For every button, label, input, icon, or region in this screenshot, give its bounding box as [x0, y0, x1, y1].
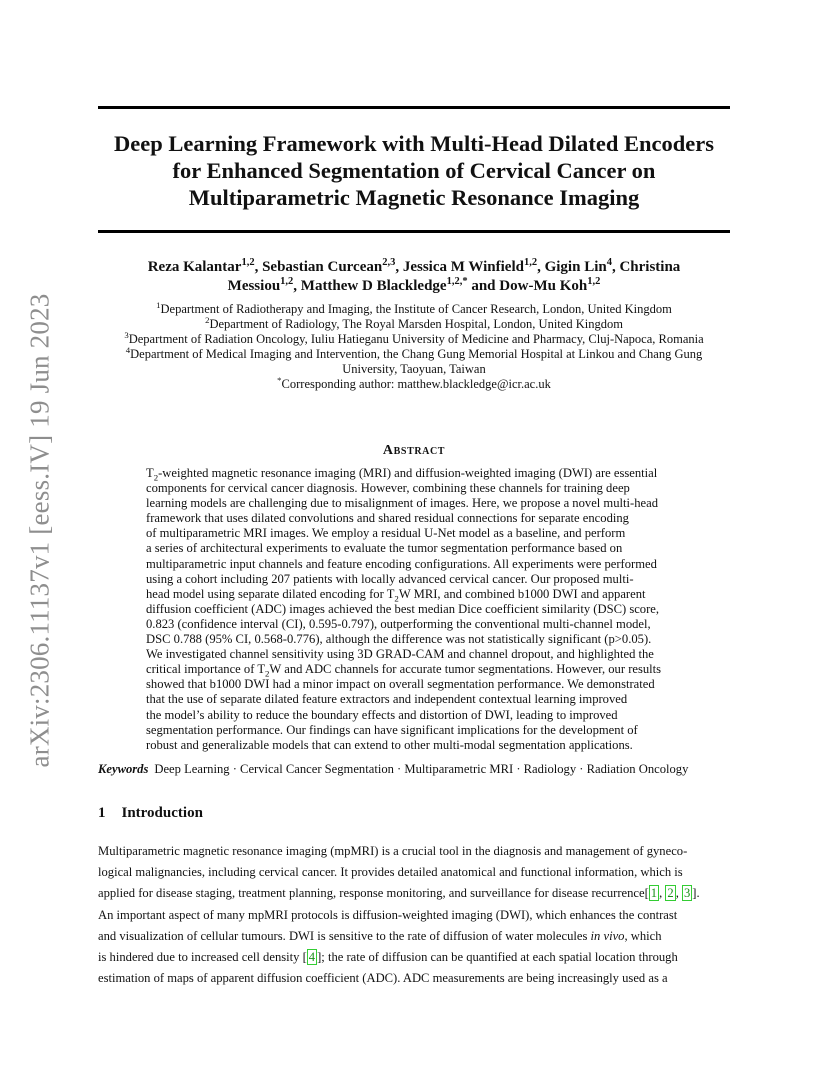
abstract-line: showed that b1000 DWI had a minor impact on overall segmentation performance. We demonstrated — [146, 677, 655, 692]
abstract-line: multiparametric input channels and feature encoding configurations. All experiments were performed — [146, 556, 657, 571]
body-text: is hindered due to increased cell density — [98, 950, 303, 965]
arxiv-side-stamp — [20, 290, 60, 770]
author-list — [98, 258, 730, 296]
author-name: Messiou — [227, 278, 281, 294]
author-line: Reza Kalantar$^{1,2}$, Sebastian Curcean$^{2,3}$, Jessica M Winfield$^{1,2}$, Gigin Lin$^4$, Christina — [147, 257, 681, 275]
title-bottom-rule — [98, 230, 730, 233]
abstract-text: W MRI, and combined b1000 DWI and apparent — [398, 586, 646, 601]
affiliation-line — [98, 329, 730, 347]
keywords — [98, 762, 738, 777]
body-text: ; the rate of diffusion can be quantified at each spatial location through — [321, 950, 678, 965]
section-heading-introduction — [98, 805, 203, 822]
author-affil-marker: 1,2 — [587, 276, 601, 287]
abstract-line: DSC 0.788 (95% CI, 0.568-0.776), although the difference was not statistically significant (p>0.05). — [146, 632, 652, 647]
author-affil-marker: 1,2 — [523, 257, 538, 268]
abstract-line: framework that uses dilated convolutions and shared residual connections for separate encoding — [146, 511, 629, 526]
affiliation-line — [98, 314, 730, 332]
abstract-line: using a cohort including 207 patients with locally advanced cervical cancer. Our proposed multi- — [146, 571, 634, 586]
italic-text: in vivo — [590, 928, 625, 943]
paper-title — [98, 130, 730, 211]
author-affil-marker: 1,2 — [280, 276, 294, 287]
author-line: Messiou$^{1,2}$, Matthew D Blackledge$^{1,2,*}$ and Dow-Mu Koh$^{1,2}$ — [227, 276, 601, 294]
affiliation-text: Department of Radiotherapy and Imaging, the Institute of Cancer Research, London, United Kingdom — [160, 302, 672, 316]
subscript: 2 — [153, 472, 159, 483]
affiliation-text: Department of Radiation Oncology, Iuliu Hatieganu University of Medicine and Pharmacy, Cluj-Napoca, Romania — [128, 332, 704, 346]
citation-link[interactable]: 3 — [683, 886, 691, 901]
author-name: Dow-Mu Koh — [499, 278, 588, 294]
body-text: applied for disease staging, treatment planning, response monitoring, and surveillance for disease recurrence — [98, 886, 645, 901]
abstract-line: components for cervical cancer diagnosis. However, combining these channels for training deep — [146, 481, 630, 496]
affil-number: 3 — [124, 329, 129, 340]
title-line: Deep Learning Framework with Multi-Head Dilated Encoders — [114, 131, 714, 156]
body-line: Multiparametric magnetic resonance imaging (mpMRI) is a crucial tool in the diagnosis and management of gyneco- — [98, 844, 688, 858]
abstract-text: T — [146, 466, 154, 480]
affil-number: 2 — [205, 314, 210, 325]
abstract-line: that the use of separate dilated feature extractors and independent contextual learning improved — [146, 692, 628, 707]
subscript: 2 — [265, 668, 270, 679]
citation-link[interactable]: 1 — [650, 886, 658, 901]
abstract-line: of multiparametric MRI images. We employ a residual U-Net model as a baseline, and perform — [146, 526, 626, 541]
affiliations — [98, 299, 730, 392]
body-line: applied for disease staging, treatment planning, response monitoring, and surveillance for disease recurrence[ 1 , 2 , 3 ]. — [98, 886, 700, 901]
abstract-line: learning models are challenging due to misalignment of images. Here, we propose a novel multi-head — [146, 496, 658, 511]
corresponding-email[interactable]: Corresponding author: matthew.blackledge@icr.ac.uk — [281, 377, 551, 391]
affiliation-text: Department of Medical Imaging and Intervention, the Chang Gung Memorial Hospital at Linkou and Chang Gung — [130, 347, 703, 361]
section-number: 1 — [98, 805, 106, 821]
abstract-line — [146, 662, 684, 677]
title-top-rule — [98, 106, 730, 109]
author-affil-marker: 1,2 — [241, 257, 255, 268]
abstract-line: diffusion coefficient (ADC) images achieved the best median Dice coefficient similarity (DSC) score, — [146, 601, 660, 616]
abstract-body — [146, 466, 684, 753]
author-name: Jessica M Winfield — [402, 259, 524, 275]
abstract-line: segmentation performance. Our findings can have significant implications for the development of — [146, 722, 638, 737]
body-line: logical malignancies, including cervical cancer. It provides detailed anatomical and functional information, which is — [98, 865, 683, 880]
abstract-text: -weighted magnetic resonance imaging (MRI) and diffusion-weighted imaging (DWI) are essential — [158, 466, 658, 480]
body-line — [98, 926, 730, 947]
affiliation-line — [98, 299, 730, 317]
affiliation-line: University, Taoyuan, Taiwan — [342, 362, 486, 376]
abstract-line: robust and generalizable models that can extend to other multi-modal segmentation applications. — [146, 737, 633, 752]
author-name: Matthew D Blackledge — [300, 278, 447, 294]
author-and: and — [471, 278, 496, 294]
corresponding-marker: * — [277, 374, 282, 385]
citation-link[interactable]: 2 — [667, 886, 674, 901]
abstract-line — [146, 466, 684, 481]
body-line: is hindered due to increased cell density [ 4 ]; the rate of diffusion can be quantified at each spatial location through — [98, 950, 678, 965]
abstract-line: We investigated channel sensitivity using 3D GRAD-CAM and channel dropout, and highlighted the — [146, 647, 654, 662]
abstract-heading: Abstract — [382, 443, 446, 458]
keywords-label: Keywords — [98, 762, 149, 776]
title-line: for Enhanced Segmentation of Cervical Cancer on — [172, 158, 656, 183]
section-title: Introduction — [121, 805, 203, 821]
author-name: Christina — [619, 259, 681, 275]
author-affil-marker: 1,2,* — [446, 276, 468, 287]
title-line: Multiparametric Magnetic Resonance Imaging — [188, 185, 640, 210]
introduction-body — [98, 841, 730, 989]
body-text: and visualization of cellular tumours. DWI is sensitive to the rate of diffusion of water molecules — [98, 928, 591, 943]
affiliation-line — [98, 344, 730, 362]
keywords-text: Deep Learning · Cervical Cancer Segmentation · Multiparametric MRI · Radiology · Radiation Oncology — [154, 762, 689, 776]
abstract-text: head model using separate dilated encoding for T — [146, 586, 395, 601]
author-affil-marker: 2,3 — [382, 257, 396, 268]
citation-link[interactable]: 4 — [308, 950, 316, 965]
abstract-text: critical importance of T — [146, 662, 266, 677]
affiliation-text: Department of Radiology, The Royal Marsden Hospital, London, United Kingdom — [209, 317, 623, 331]
author-name: Sebastian Curcean — [262, 259, 383, 275]
abstract-text: W and ADC channels for accurate tumor segmentations. However, our results — [269, 662, 662, 677]
author-name: Reza Kalantar — [147, 259, 242, 275]
abstract-line: 0.823 (confidence interval (CI), 0.595-0.797), outperforming the conventional multi-channel model, — [146, 616, 651, 631]
arxiv-identifier: arXiv:2306.11137v1 [eess.IV] 19 Jun 2023 — [24, 293, 55, 767]
abstract-line: the model’s ability to reduce the boundary effects and distortion of DWI, leading to improved — [146, 707, 618, 722]
subscript: 2 — [394, 593, 399, 604]
corresponding-author — [98, 374, 730, 392]
body-line: estimation of maps of apparent diffusion coefficient (ADC). ADC measurements are being increasingly used as a — [98, 971, 668, 986]
affil-number: 1 — [156, 299, 161, 310]
author-name: Gigin Lin — [544, 259, 607, 275]
body-text: , which — [624, 928, 662, 943]
abstract-line — [146, 587, 684, 602]
affil-number: 4 — [125, 344, 131, 355]
abstract-line: a series of architectural experiments to evaluate the tumor segmentation performance based on — [146, 541, 623, 556]
author-affil-marker: 4 — [606, 257, 612, 268]
body-line: An important aspect of many mpMRI protocols is diffusion-weighted imaging (DWI), which enhances the contrast — [98, 907, 678, 922]
